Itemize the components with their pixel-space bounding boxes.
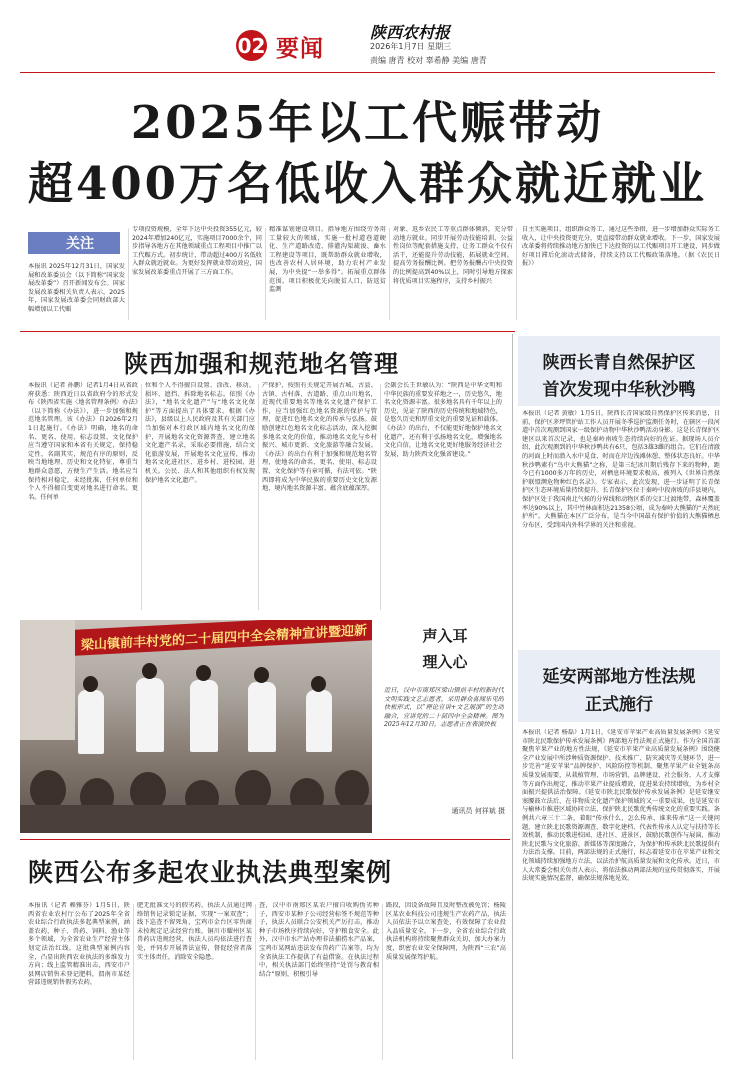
caption-text: 近日，汉中市南郑区梁山镇前丰村的新时代文明实践文艺志愿者，采用群众喜闻乐见的快板形式，以“理论宣讲+文艺展演”的生动融合，宣讲党的二十届四中全会精神。图为2025年12月30日，志愿者正在表演快板 — [384, 687, 504, 729]
performer-figure — [78, 690, 104, 754]
performer-head — [196, 665, 211, 681]
lead-sep-2 — [265, 228, 266, 320]
date-line: 2026年1月7日 星期三 — [370, 42, 452, 51]
performer-figure — [306, 690, 332, 752]
lead-bottom-rule — [20, 331, 515, 332]
page-number: 02 — [237, 33, 266, 58]
tag-label: 关注 — [66, 236, 94, 252]
names-col-2: 位和个人不得擅自设置、涂改、移动、损坏、遮挡、拆除地名标志。依照《办法》，“地名文化遗产”与“地名文化保护”等方面提出了具体要求。根据《办法》，县级以上人民政府及其有关部门应当加强对本行政区域内地名文化的保护，开展地名文化资源普查，建立地名文化遗产名录，采取必要措施，结合文化旅游发展，开展地名文化宣传，推动地名文化进社区、进乡村、进校园、进机关。公民、法人和其他组织有权发现保护地名文化遗产。 — [145, 382, 255, 484]
lower-rule — [20, 839, 510, 840]
lead-sep-1 — [128, 228, 129, 320]
lead-col-3: 精准谋划建设项目。指导地方围绕劳务用工量较大的领域，实施一批村道巷道硬化、生产道路改造、排灌沟渠疏浚、畜水工程建设等项目，既帮助群众就业增收，也改善农村人居环境，助力农村产业发展，为中央提“一举多得”。拓展重点群体范围。项目积极优先向脱贫人口，防返贫监测 — [269, 226, 386, 294]
names-col-4: 会副会长王世敏认为：“陕西是中华文明和中华民族的重要发祥地之一，历史悠久，地名文化资源丰富。很多地名具有千年以上的历史，见证了陕西的历史传统和地域特色，是悠久历史和厚重文化的重要见证和载体。《办法》的出台，不仅能更好地保护地名文化遗产，还有利于弘扬地名文化，增强地名文化自信，让地名文化更好地服务经济社会发展，助力陕西文化强省建设。” — [384, 382, 502, 458]
enforcement-sep-2 — [255, 904, 256, 1060]
names-headline: 陕西加强和规范地名管理 — [124, 349, 399, 378]
names-sep-2 — [258, 384, 259, 610]
lead-sep-4 — [516, 228, 517, 320]
caption-title-line2: 理入心 — [422, 653, 468, 671]
performer-figure — [190, 680, 218, 752]
lead-sep-3 — [389, 228, 390, 320]
enforcement-col-4: 路段，因设备故障且及时整改被免罚；杨陵区某农业科技公司违规生产农药产品，执法人员依法予以立案查处，有效保障了农业投入品质量安全。下一步，全省农业综合行政执法机构将持续聚焦群众关切，加大办案力度，织密农业安全保障网，为陕西“三农”高质量发展保驾护航。 — [386, 902, 506, 961]
names-col-3: 产保护，按照有关规定开展古城、古县、古镇、古村落、古道路、重点山川地名，近现代重要地名等地名文化遗产保护工作，应当加强红色地名资源的保护与管理，促进红色地名文化的传承与弘扬。鼓励创建红色地名文化标志活动，深入挖掘多地名文化的价值，推动地名文化与乡村振兴、城市更新、文化旅游等融合发展。《办法》的出台有利于加强和规范地名管理，使地名的命名、更名、使用、标志设置、文化保护等有章可循，有法可依。“陕西即将成为中华民族的重要历史文化发源地，境内地名资源丰富、蕴含底蕴深厚。 — [262, 382, 377, 493]
performer-head — [83, 676, 98, 692]
enforcement-col-1: 本报讯（记者 赖雅芬）1月5日，陕西省农业农村厅公布了2025年全省农业综合行政执法多起典型案例，涵盖农药、种子、兽药、饲料、渔业等多个领域，为全省农业生产经营主体划定法治红线。这批典型案例内容全，凸显出陕西农业执法的多维发力方向；线上监管精准出击，西安市户县网店销售未登记肥料，渭南市某经营部违规销售假劣农药， — [28, 902, 130, 987]
law-text: 本报讯（记者 杨磊）1月1日，《延安市苹果产业高质量发展条例》《延安市陕北民歌保护传承发展条例》两部地方性法规正式施行。作为全国首部聚焦苹果产业的地方性法规，《延安市苹果产业高质量发展条例》围绕健全产业发展中所涉种质资源保护、技术推广、防灾减灾等关键环节，进一步完善“延安苹果”品牌保护、风险防控等机制，聚焦苹果产业全链条高质量发展需要，从栽植管理、市场营销、品牌建设、社会服务、人才支撑等方面作出规定，推动苹果产业提质增效，促进果农持续增收，为乡村全面振兴提供法治保障。《延安市陕北民歌保护传承发展条例》是延安继安塞腰鼓立法后，在非物质文化遗产保护领域的又一重要成果，也是延安市与榆林市推进区域协同立法、保护陕北民歌优秀传统文化的重要实践。条例共六章三十二条，着眼“传承什么、怎么传承、谁来传承”这一关键问题，建立陕北民歌资源调查、数字化建档、代表性传承人认定与扶持等长效机制，推动民歌进校园、进社区、进景区，鼓励民歌创作与展演，推动陕北民歌与文化旅游、新媒体等深度融合，为保护和传承陕北民歌提供有力法治支撑。目前，两部法规的正式施行，标志着延安市在苹果产业和文化领域持续加强地方立法，以法治护航高质量发展和文化传承。近日，市人大常委会相关负责人表示，将依法推动两部法规的宣传贯彻落实，开展法规实施情况监督，确保法规落地见效。 — [522, 729, 720, 883]
lead-col-2: 专项投资规模，全年下达中央投资355亿元，较2024年增加240亿元，实施项目7000余个，同步指导各地方在其他领域重点工程项目中推广以工代赈方式。初步统计，带动超过400万名低收入群众就近就业。为更好发挥就业带动效应，国家发展改革委重点开展了三方面工作。 — [132, 226, 262, 276]
enforcement-col-2: 肥无批准文号的假劣药，执法人员通过网络销售记录锁定证据，实现“一案双查”；线下巡查不留死角，宝鸡市金台区零售商未按规定记录经营台账，铜川市耀州区某兽药店违规经营，执法人员均依法进行查处，并同步开展普法宣传，督促经营者落实主体责任，消除安全隐患。 — [137, 902, 252, 961]
enforcement-sep-1 — [133, 904, 134, 1060]
page-number-badge — [236, 30, 267, 61]
lead-col-5: 自主实施项目，组织群众务工，通过这些举措，进一步增加群众实际务工收入，让中央投资更充分，更直接带动群众就业增收。下一步，国家发展改革委将持续推动地方加快已下达投资的以工代赈项目开工建设，同步做好项目滞后化滚动式储备，持续支持以工代赈政策落地。（据《农民日报》） — [522, 226, 720, 268]
photo-credit: 通讯员 何祥斌 摄 — [451, 807, 505, 815]
names-sep-1 — [141, 384, 142, 610]
photo-banner-text: 梁山镇前丰村党的二十届四中全会精神宣讲暨迎新 — [81, 623, 368, 654]
lead-col-1: 本报讯 2025年12月31日，国家发展和改革委员会（以下简称“国家发展改革委”）召开新闻发布会。国家发展改革委相关负责人表示，2025年，国家发展改革委会同财政部大幅增加以工代赈 — [28, 263, 125, 313]
enforcement-headline: 陕西公布多起农业执法典型案例 — [28, 858, 393, 887]
law-headline-line2: 正式施行 — [585, 695, 653, 715]
performer-head — [254, 667, 269, 683]
performer-head — [142, 663, 157, 679]
bird-text: 本报讯（记者 黄敏）1月5日，陕西长青国家级自然保护区传来消息，日前，保护区茅坪管护站工作人员开展冬季巡护监测任务时，在辖区一段河道中首次观测到国家一级保护动物中华秋沙鸭活动身影。这是长青保护区建区以来首次记录，也是秦岭南坡生态持续向好的佐证。据现场人员介绍，此次观测到的中华秋沙鸭共有6只，包括3雄3雌的组合。它们在清澈的河面上时而潜入水中觅食，时而在岸边浅滩休憩，整体状态良好。中华秋沙鸭素有“鸟中大熊猫”之称，是第三纪冰川期后残存下来的物种，距今已有1000多万年的历史，对栖息环境要求极高，被列入《世界自然保护联盟濒危物种红色名录》。专家表示，此次发现，进一步证明了长青保护区生态环境质量持续提升。长青保护区位于秦岭中段南坡的洋县境内，保护区处于我国南北气候的分界线和动物区系的交汇过渡地带，森林覆盖率达90%以上，其中竹林面积达21358公顷，成为秦岭大熊猫的“天然庇护所”。大熊猫在本区广泛分布，是当今中国最有保护价值的大熊猫栖息分布区，受到国内外科学界的关注和重视。 — [522, 410, 720, 529]
audience-bodies — [20, 805, 372, 833]
names-sep-3 — [380, 384, 381, 610]
section-title: 要闻 — [276, 35, 324, 62]
right-column-divider — [512, 334, 513, 1059]
names-col-1: 本报讯（记者 孙鹏）记者1月4日从省政府获悉：陕西近日以省政府令的形式发布《陕西省实施〈地名管理条例〉办法》（以下简称《办法》），进一步加强和规范地名管理。该《办法》自2026年2月1日起施行。《办法》明确，地名的命名、更名、使用、标志设置、文化保护应当遵守国家和本省有关规定，保持稳定性，名副其实，规范有序的原则，反映当地地理、历史和文化特征，尊重当地群众意愿，方便生产生活。地名应当保持相对稳定，未经批准，任何单位和个人不得擅自变更对地名进行命名、更名。任何单 — [28, 382, 138, 501]
newspaper-logo: 陕西农村报 — [370, 23, 451, 42]
photo-banner — [75, 620, 372, 656]
masthead-rule — [20, 72, 715, 73]
enforcement-col-3: 查，汉中市南郑区某农户擅自收购伪劣种子，西安市某种子公司经营标签不规范等种子，执法人员联合公安机关严厉打击，推动种子市场秩序持续向好，守护粮食安全。此外，汉中市水产站办理非法捕捞水产品案，宝鸡市某网站违法发布兽药广告案等，均为全省执法工作提供了有益借鉴。在执法过程中，相关执法部门始终坚持“处罚与教育相结合”原则，积极引导 — [259, 902, 379, 978]
performer-figure — [248, 682, 276, 752]
lead-col-4: 对象、返乡农民工等重点群体倾斜，充分带动地方就业。同步开展劳动技能培训、公益性岗位等配套措施支持，让务工群众不仅有活干，还能提升劳动技能，拓展就业空间。提高劳务报酬比例。把劳务报酬占中央投资的比例提高到40%以上，同时引导地方探索将优质项目实施程序，支持乡村振兴 — [393, 226, 513, 285]
editors-line: 责编 唐青 校对 辜希静 美编 唐青 — [370, 56, 487, 65]
lead-headline-line1: 2025年以工代赈带动 — [130, 96, 605, 149]
bird-headline-line1: 陕西长青自然保护区 — [542, 353, 696, 373]
caption-title-line1: 声入耳 — [422, 627, 468, 645]
photo-left-wall — [20, 620, 75, 740]
performer-head — [311, 676, 326, 692]
performer-figure — [136, 678, 164, 752]
audience-head — [335, 770, 369, 810]
law-headline-line1: 延安两部地方性法规 — [542, 667, 696, 687]
enforcement-sep-3 — [382, 904, 383, 1060]
news-photo — [20, 620, 372, 833]
lead-headline-line2: 超400万名低收入群众就近就业 — [28, 157, 707, 210]
bird-headline-line2: 首次发现中华秋沙鸭 — [542, 380, 696, 400]
audience-head — [30, 770, 66, 810]
